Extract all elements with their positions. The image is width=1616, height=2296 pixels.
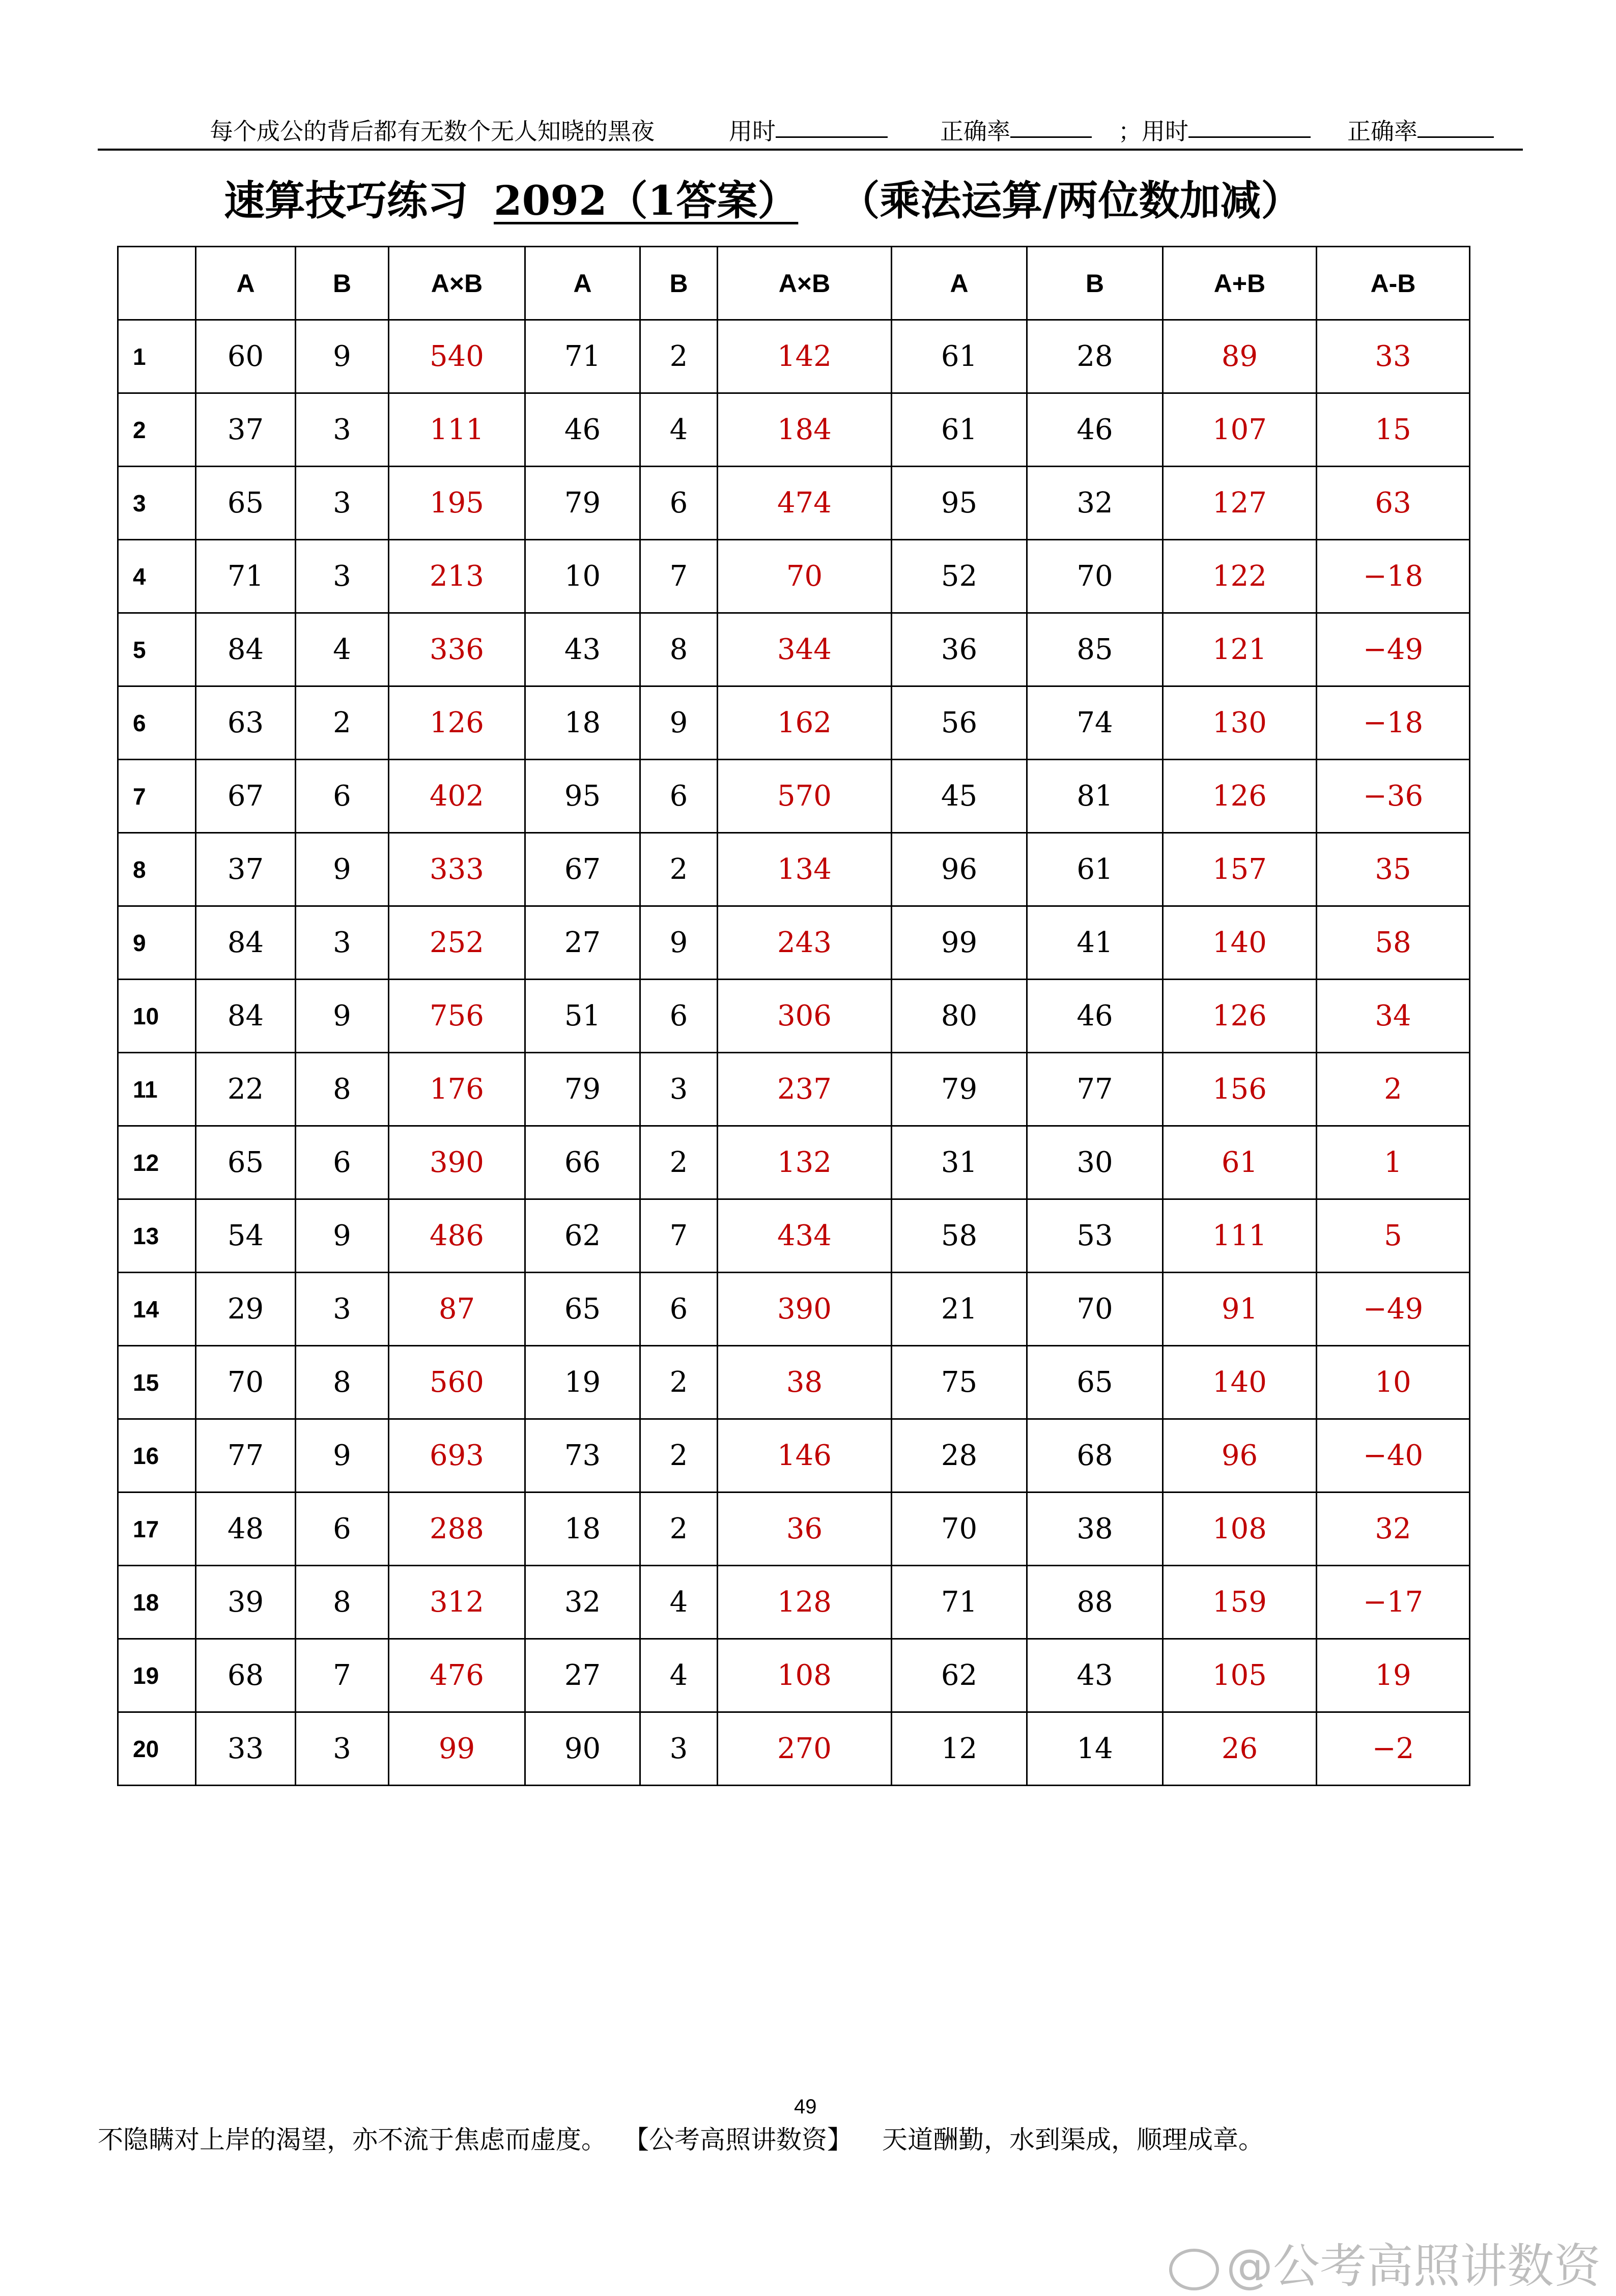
operand-cell: 48 [196,1493,296,1566]
row-index: 11 [118,1053,196,1126]
answer-cell: 142 [718,320,892,393]
answer-cell: 140 [1163,1346,1317,1419]
operand-cell: 6 [640,1273,718,1346]
operand-cell: 79 [892,1053,1027,1126]
page-title [224,168,1302,226]
table-row [118,540,1470,613]
column-header: A×B [389,247,525,320]
operand-cell: 75 [892,1346,1027,1419]
answer-cell: 756 [389,980,525,1053]
operand-cell: 73 [525,1419,640,1493]
operand-cell: 60 [196,320,296,393]
answer-cell: 36 [718,1493,892,1566]
row-index: 8 [118,833,196,906]
operand-cell: 9 [296,320,389,393]
operand-cell: 77 [1027,1053,1163,1126]
answer-cell: 38 [718,1346,892,1419]
table-row [118,393,1470,467]
answer-cell: 140 [1163,906,1317,980]
operand-cell: 6 [640,980,718,1053]
operand-cell: 31 [892,1126,1027,1199]
answer-cell: 87 [389,1273,525,1346]
operand-cell: 61 [1027,833,1163,906]
page-header [98,113,1523,144]
answer-cell: 63 [1317,467,1470,540]
row-index: 3 [118,467,196,540]
operand-cell: 46 [1027,980,1163,1053]
row-index: 6 [118,686,196,760]
table-row [118,1273,1470,1346]
row-index: 13 [118,1199,196,1273]
operand-cell: 71 [892,1566,1027,1639]
answer-cell: 333 [389,833,525,906]
operand-cell: 65 [196,1126,296,1199]
operand-cell: 7 [296,1639,389,1712]
answer-cell: 33 [1317,320,1470,393]
operand-cell: 61 [892,320,1027,393]
row-index: 5 [118,613,196,686]
answer-cell: 10 [1317,1346,1470,1419]
answer-cell: 126 [1163,760,1317,833]
table-row [118,833,1470,906]
row-index: 2 [118,393,196,467]
operand-cell: 65 [196,467,296,540]
operand-cell: 22 [196,1053,296,1126]
weibo-icon [1169,2249,1219,2290]
answer-cell: 126 [1163,980,1317,1053]
answer-cell: 146 [718,1419,892,1493]
operand-cell: 68 [196,1639,296,1712]
column-header: A [196,247,296,320]
row-index: 16 [118,1419,196,1493]
operand-cell: 51 [525,980,640,1053]
accuracy-blank[interactable] [1010,113,1092,138]
operand-cell: 9 [296,833,389,906]
time-blank[interactable] [776,113,888,138]
operand-cell: 43 [1027,1639,1163,1712]
answer-cell: 96 [1163,1419,1317,1493]
answer-cell: 15 [1317,393,1470,467]
answer-cell: 390 [389,1126,525,1199]
operand-cell: 84 [196,980,296,1053]
operand-cell: 37 [196,393,296,467]
time-label: 用时 [729,113,776,147]
title-code: 2092（1答案） [494,177,799,224]
operand-cell: 46 [1027,393,1163,467]
answer-cell: 126 [389,686,525,760]
operand-cell: 6 [296,1493,389,1566]
answer-cell: 61 [1163,1126,1317,1199]
answer-cell: 156 [1163,1053,1317,1126]
operand-cell: 84 [196,906,296,980]
operand-cell: 8 [296,1346,389,1419]
operand-cell: 8 [296,1566,389,1639]
table-row [118,1126,1470,1199]
row-index: 7 [118,760,196,833]
table-body [118,320,1470,1786]
answer-cell: 19 [1317,1639,1470,1712]
answer-cell: 70 [718,540,892,613]
operand-cell: 65 [1027,1346,1163,1419]
column-header: B [1027,247,1163,320]
operand-cell: 7 [640,540,718,613]
answer-cell: 560 [389,1346,525,1419]
answer-cell: 132 [718,1126,892,1199]
answer-table [117,246,1470,1786]
operand-cell: 68 [1027,1419,1163,1493]
answer-cell: 89 [1163,320,1317,393]
operand-cell: 3 [296,906,389,980]
operand-cell: 95 [525,760,640,833]
answer-cell: 130 [1163,686,1317,760]
operand-cell: 45 [892,760,1027,833]
answer-cell: 2 [1317,1053,1470,1126]
operand-cell: 67 [525,833,640,906]
column-header [118,247,196,320]
operand-cell: 3 [296,1273,389,1346]
column-header: A+B [1163,247,1317,320]
table-row [118,1199,1470,1273]
operand-cell: 2 [640,1419,718,1493]
answer-cell: 390 [718,1273,892,1346]
row-index: 19 [118,1639,196,1712]
operand-cell: 88 [1027,1566,1163,1639]
operand-cell: 33 [196,1712,296,1786]
operand-cell: 9 [296,1419,389,1493]
answer-cell: 1 [1317,1126,1470,1199]
answer-cell: 111 [1163,1199,1317,1273]
row-index: 14 [118,1273,196,1346]
operand-cell: 18 [525,1493,640,1566]
operand-cell: 18 [525,686,640,760]
operand-cell: 2 [640,1126,718,1199]
answer-cell: 344 [718,613,892,686]
operand-cell: 4 [640,1639,718,1712]
answer-cell: 474 [718,467,892,540]
operand-cell: 70 [196,1346,296,1419]
answer-cell: 476 [389,1639,525,1712]
answer-cell: 176 [389,1053,525,1126]
operand-cell: 27 [525,906,640,980]
operand-cell: 4 [640,1566,718,1639]
answer-cell: 105 [1163,1639,1317,1712]
row-index: 12 [118,1126,196,1199]
operand-cell: 56 [892,686,1027,760]
answer-cell: −40 [1317,1419,1470,1493]
answer-cell: 5 [1317,1199,1470,1273]
operand-cell: 65 [525,1273,640,1346]
row-index: 1 [118,320,196,393]
answer-cell: 35 [1317,833,1470,906]
operand-cell: 6 [296,1126,389,1199]
answer-cell: −49 [1317,613,1470,686]
column-header: A×B [718,247,892,320]
operand-cell: 8 [296,1053,389,1126]
operand-cell: 3 [296,540,389,613]
operand-cell: 2 [640,1346,718,1419]
operand-cell: 12 [892,1712,1027,1786]
operand-cell: 28 [892,1419,1027,1493]
time-label-2: ；用时 [1118,113,1188,147]
operand-cell: 79 [525,467,640,540]
operand-cell: 10 [525,540,640,613]
answer-cell: 434 [718,1199,892,1273]
answer-cell: 195 [389,467,525,540]
operand-cell: 84 [196,613,296,686]
operand-cell: 77 [196,1419,296,1493]
title-main: 速算技巧练习 [224,177,468,224]
answer-cell: −17 [1317,1566,1470,1639]
operand-cell: 2 [640,833,718,906]
operand-cell: 66 [525,1126,640,1199]
answer-cell: −49 [1317,1273,1470,1346]
table-header-row [118,247,1470,320]
answer-cell: 122 [1163,540,1317,613]
answer-cell: 486 [389,1199,525,1273]
operand-cell: 41 [1027,906,1163,980]
operand-cell: 9 [640,906,718,980]
operand-cell: 52 [892,540,1027,613]
operand-cell: 7 [640,1199,718,1273]
title-subtitle: （乘法运算/两位数加减） [839,177,1302,224]
table-row [118,1493,1470,1566]
accuracy-label-2: 正确率 [1347,113,1417,147]
operand-cell: 62 [892,1639,1027,1712]
operand-cell: 14 [1027,1712,1163,1786]
operand-cell: 19 [525,1346,640,1419]
table-row [118,467,1470,540]
table-row [118,1053,1470,1126]
row-index: 10 [118,980,196,1053]
answer-cell: 243 [718,906,892,980]
table-row [118,1346,1470,1419]
answer-cell: 134 [718,833,892,906]
answer-cell: 336 [389,613,525,686]
answer-cell: 121 [1163,613,1317,686]
table-row [118,1712,1470,1786]
operand-cell: 71 [196,540,296,613]
answer-cell: 693 [389,1419,525,1493]
answer-cell: 26 [1163,1712,1317,1786]
answer-cell: 402 [389,760,525,833]
answer-cell: −18 [1317,686,1470,760]
operand-cell: 36 [892,613,1027,686]
operand-cell: 30 [1027,1126,1163,1199]
footer-left: 不隐瞒对上岸的渴望，亦不流于焦虑而虚度。 [98,2125,607,2155]
operand-cell: 71 [525,320,640,393]
answer-cell: 159 [1163,1566,1317,1639]
operand-cell: 96 [892,833,1027,906]
operand-cell: 80 [892,980,1027,1053]
operand-cell: 46 [525,393,640,467]
footer-middle: 【公考高照讲数资】 [636,2125,853,2155]
row-index: 18 [118,1566,196,1639]
table-row [118,320,1470,393]
operand-cell: 32 [525,1566,640,1639]
table-row [118,980,1470,1053]
answer-cell: 128 [718,1566,892,1639]
operand-cell: 58 [892,1199,1027,1273]
answer-cell: 91 [1163,1273,1317,1346]
header-rule [98,149,1523,151]
answer-cell: −2 [1317,1712,1470,1786]
answer-cell: 252 [389,906,525,980]
column-header: A [525,247,640,320]
answer-cell: 306 [718,980,892,1053]
operand-cell: 4 [640,393,718,467]
table-row [118,686,1470,760]
operand-cell: 39 [196,1566,296,1639]
operand-cell: 4 [296,613,389,686]
operand-cell: 2 [640,320,718,393]
operand-cell: 29 [196,1273,296,1346]
accuracy-label: 正确率 [940,113,1010,147]
answer-cell: 58 [1317,906,1470,980]
answer-cell: 127 [1163,467,1317,540]
operand-cell: 61 [892,393,1027,467]
operand-cell: 28 [1027,320,1163,393]
row-index: 20 [118,1712,196,1786]
answer-cell: 184 [718,393,892,467]
operand-cell: 81 [1027,760,1163,833]
accuracy-blank-2[interactable] [1417,113,1494,138]
operand-cell: 2 [296,686,389,760]
operand-cell: 2 [640,1493,718,1566]
table-row [118,760,1470,833]
operand-cell: 38 [1027,1493,1163,1566]
column-header: A-B [1317,247,1470,320]
answer-cell: 32 [1317,1493,1470,1566]
row-index: 4 [118,540,196,613]
table-row [118,906,1470,980]
operand-cell: 21 [892,1273,1027,1346]
footer-right: 天道酬勤，水到渠成，顺理成章。 [882,2125,1264,2155]
operand-cell: 6 [640,467,718,540]
header-motto: 每个成公的背后都有无数个无人知晓的黑夜 [210,118,655,145]
operand-cell: 70 [1027,1273,1163,1346]
operand-cell: 3 [296,467,389,540]
answer-cell: 111 [389,393,525,467]
operand-cell: 90 [525,1712,640,1786]
operand-cell: 9 [296,1199,389,1273]
operand-cell: 43 [525,613,640,686]
answer-cell: 540 [389,320,525,393]
answer-cell: −18 [1317,540,1470,613]
operand-cell: 95 [892,467,1027,540]
operand-cell: 85 [1027,613,1163,686]
answer-cell: 162 [718,686,892,760]
answer-cell: 107 [1163,393,1317,467]
answer-cell: 99 [389,1712,525,1786]
time-blank-2[interactable] [1188,113,1311,138]
table-row [118,1419,1470,1493]
column-header: B [640,247,718,320]
answer-cell: 270 [718,1712,892,1786]
operand-cell: 3 [640,1712,718,1786]
operand-cell: 6 [640,760,718,833]
operand-cell: 27 [525,1639,640,1712]
row-index: 15 [118,1346,196,1419]
answer-cell: −36 [1317,760,1470,833]
column-header: A [892,247,1027,320]
operand-cell: 8 [640,613,718,686]
table-row [118,1566,1470,1639]
operand-cell: 54 [196,1199,296,1273]
answer-cell: 108 [1163,1493,1317,1566]
operand-cell: 63 [196,686,296,760]
watermark [1169,2229,1601,2296]
answer-cell: 34 [1317,980,1470,1053]
answer-cell: 570 [718,760,892,833]
answer-cell: 288 [389,1493,525,1566]
operand-cell: 70 [892,1493,1027,1566]
operand-cell: 79 [525,1053,640,1126]
operand-cell: 9 [640,686,718,760]
operand-cell: 99 [892,906,1027,980]
operand-cell: 67 [196,760,296,833]
operand-cell: 62 [525,1199,640,1273]
page-footer [98,2119,1293,2156]
operand-cell: 9 [296,980,389,1053]
page-number: 49 [794,2096,817,2118]
column-header: B [296,247,389,320]
row-index: 17 [118,1493,196,1566]
operand-cell: 3 [296,1712,389,1786]
operand-cell: 3 [296,393,389,467]
answer-cell: 157 [1163,833,1317,906]
row-index: 9 [118,906,196,980]
operand-cell: 53 [1027,1199,1163,1273]
answer-cell: 312 [389,1566,525,1639]
table-row [118,613,1470,686]
answer-cell: 108 [718,1639,892,1712]
answer-cell: 213 [389,540,525,613]
answer-cell: 237 [718,1053,892,1126]
operand-cell: 32 [1027,467,1163,540]
operand-cell: 6 [296,760,389,833]
operand-cell: 70 [1027,540,1163,613]
operand-cell: 37 [196,833,296,906]
operand-cell: 74 [1027,686,1163,760]
operand-cell: 3 [640,1053,718,1126]
watermark-text: @公考高照讲数资 [1226,2239,1601,2293]
table-row [118,1639,1470,1712]
